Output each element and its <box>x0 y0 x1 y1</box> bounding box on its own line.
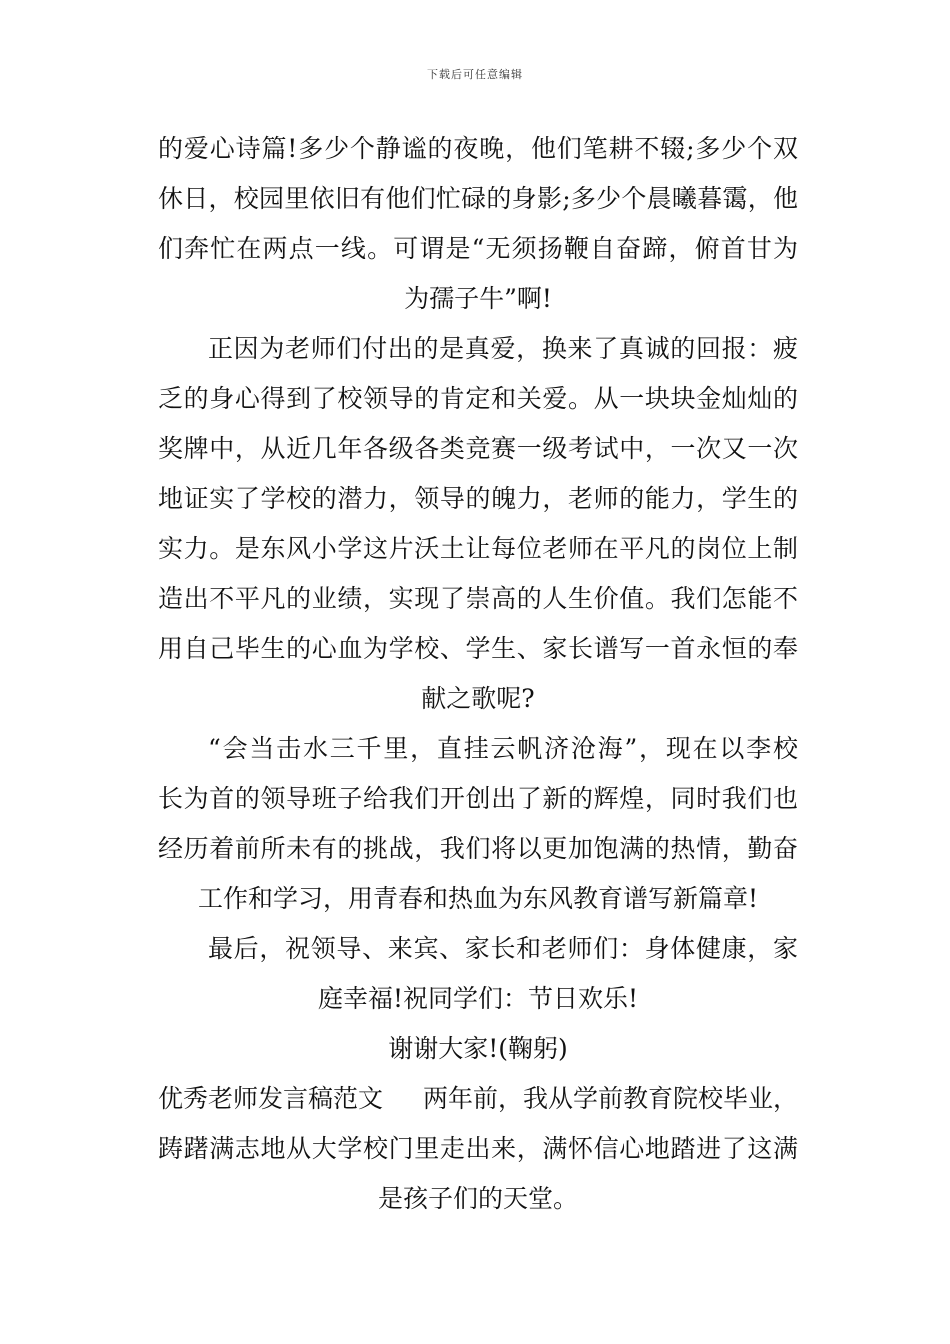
text-line: 是孩子们的天堂。 <box>377 1184 578 1213</box>
paragraph-start-line: 正因为老师们付出的是真爱，换来了真诚的回报：疲 <box>208 334 798 363</box>
text-line: 地证实了学校的潜力，领导的魄力，老师的能力，学生的 <box>158 484 798 513</box>
text-line: 们奔忙在两点一线。可谓是“无须扬鞭自奋蹄，俯首甘为 <box>158 234 798 263</box>
text-line: 休日，校园里依旧有他们忙碌的身影;多少个晨曦暮霭，他 <box>158 184 798 213</box>
text-line: 造出不平凡的业绩，实现了崇高的人生价值。我们怎能不 <box>158 584 798 613</box>
text-line: 奖牌中，从近几年各级各类竞赛一级考试中，一次又一次 <box>158 434 798 463</box>
text-line: 乏的身心得到了校领导的肯定和关爱。从一块块金灿灿的 <box>158 384 798 413</box>
text-line: 工作和学习，用青春和热血为东风教育谱写新篇章! <box>197 884 759 913</box>
text-line: 长为首的领导班子给我们开创出了新的辉煌，同时我们也 <box>158 784 798 813</box>
paragraph-start-line: “会当击水三千里，直挂云帆济沧海”，现在以李校 <box>208 734 798 763</box>
text-line: 实力。是东风小学这片沃土让每位老师在平凡的岗位上制 <box>158 534 798 563</box>
text-line: 踌躇满志地从大学校门里走出来，满怀信心地踏进了这满 <box>158 1134 798 1163</box>
article-title: 优秀老师发言稿范文 <box>158 1084 384 1113</box>
text-line: 庭幸福!祝同学们：节日欢乐! <box>317 984 639 1013</box>
text-line: 的爱心诗篇!多少个静谧的夜晚，他们笔耕不辍;多少个双 <box>158 134 798 163</box>
title-paragraph-line <box>158 1074 798 1124</box>
text-line: 经历着前所未有的挑战，我们将以更加饱满的热情，勤奋 <box>158 834 798 863</box>
text-line: 用自己毕生的心血为学校、学生、家长谱写一首永恒的奉 <box>158 634 798 663</box>
closing-line: 谢谢大家!(鞠躬) <box>388 1034 568 1063</box>
page-header: 下载后可任意编辑 <box>427 68 523 81</box>
text-line: 为孺子牛”啊! <box>404 284 552 313</box>
paragraph-text: 两年前，我从学前教育院校毕业， <box>423 1084 798 1113</box>
document-body <box>158 124 798 1224</box>
paragraph-start-line: 最后，祝领导、来宾、家长和老师们：身体健康，家 <box>208 934 798 963</box>
text-line: 献之歌呢? <box>421 684 535 713</box>
